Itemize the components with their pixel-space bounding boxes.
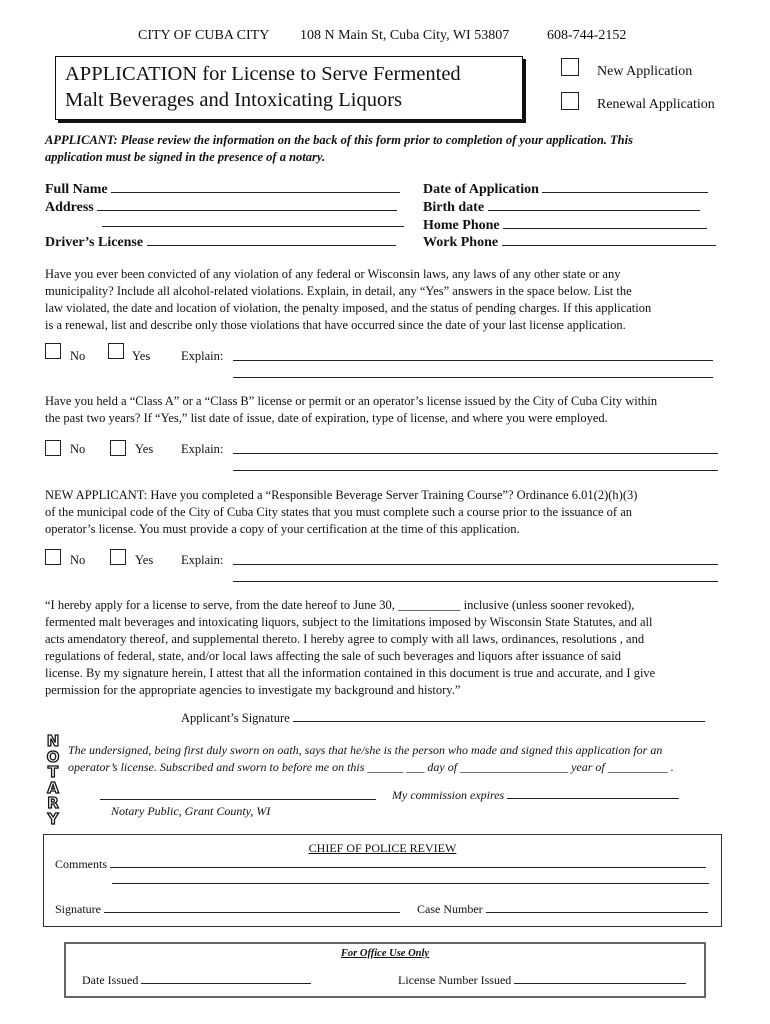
- applicant-signature-label: Applicant’s Signature: [181, 711, 290, 725]
- office-use-box: [64, 942, 706, 998]
- police-comments-input[interactable]: [110, 866, 706, 868]
- renewal-application-checkbox[interactable]: [561, 92, 579, 110]
- notary-statement-line-2: operator’s license. Subscribed and sworn to before me on this ______ ___ day of __________________ year of __________ .: [68, 760, 674, 774]
- full-name-input[interactable]: [111, 191, 400, 193]
- case-number-input[interactable]: [486, 911, 708, 913]
- declaration-line: license. By my signature herein, I attest that all the information contained in this document is true and accurate, and I give: [45, 666, 656, 680]
- home-phone-input[interactable]: [503, 227, 707, 229]
- date-issued-field: [82, 973, 311, 988]
- police-review-box: [43, 834, 722, 927]
- drivers-license-label: Driver’s License: [45, 235, 144, 250]
- question-1-no-label: No: [70, 349, 86, 363]
- notary-letter: Y: [47, 809, 59, 828]
- date-of-application-field: [423, 182, 708, 198]
- address-field: [45, 200, 397, 216]
- birth-date-label: Birth date: [423, 200, 485, 215]
- question-3-explain-line-1[interactable]: [233, 564, 718, 565]
- header-phone: 608-744-2152: [547, 28, 627, 43]
- question-2-line: Have you held a “Class A” or a “Class B” license or permit or an operator’s license issued by the City of Cuba City within: [45, 394, 658, 408]
- work-phone-input[interactable]: [502, 244, 716, 246]
- date-issued-label: Date Issued: [82, 973, 139, 987]
- notary-letter: N: [46, 732, 60, 750]
- full-name-label: Full Name: [45, 182, 108, 197]
- question-3-explain-line-2[interactable]: [233, 581, 718, 582]
- address-input-line-2[interactable]: [102, 226, 404, 227]
- notary-letter: R: [47, 794, 59, 812]
- question-1-line: municipality? Include all alcohol-related violations. Explain, in detail, any “Yes” answers in the space below. List the: [45, 284, 632, 298]
- header-city: CITY OF CUBA CITY: [138, 28, 270, 43]
- commission-expires-label: My commission expires: [392, 788, 505, 802]
- birth-date-input[interactable]: [488, 209, 700, 211]
- question-1-line: Have you ever been convicted of any violation of any federal or Wisconsin laws, any laws of any other state or any: [45, 267, 621, 281]
- work-phone-field: [423, 235, 716, 251]
- question-3-yes-checkbox[interactable]: [110, 549, 126, 565]
- question-3-no-label: No: [70, 553, 86, 567]
- address-label: Address: [45, 200, 94, 215]
- question-2-line: the past two years? If “Yes,” list date of issue, date of expiration, type of license, and where you were employed.: [45, 411, 608, 425]
- declaration-text: [45, 597, 655, 699]
- notary-letter: T: [47, 763, 59, 781]
- drivers-license-input[interactable]: [147, 244, 396, 246]
- question-1-text: [45, 266, 651, 334]
- date-issued-input[interactable]: [141, 982, 311, 984]
- license-number-label: License Number Issued: [398, 973, 512, 987]
- new-application-checkbox[interactable]: [561, 58, 579, 76]
- applicant-signature-input[interactable]: [293, 720, 705, 722]
- notary-public-label: Notary Public, Grant County, WI: [111, 804, 271, 818]
- full-name-field: [45, 182, 400, 198]
- question-2-explain-line-2[interactable]: [233, 470, 718, 471]
- header-address: 108 N Main St, Cuba City, WI 53807: [300, 28, 510, 43]
- title-box: [55, 56, 523, 120]
- question-1-yes-checkbox[interactable]: [108, 343, 124, 359]
- address-input[interactable]: [97, 209, 397, 211]
- police-comments-field: [55, 857, 706, 872]
- office-use-title: [66, 948, 704, 959]
- license-number-field: [398, 973, 686, 988]
- notary-vertical-label: [42, 734, 64, 827]
- question-1-line: law violated, the date and location of violation, the penalty imposed, and the status of pending charges. If this application: [45, 301, 652, 315]
- title-line-1: APPLICATION for License to Serve Fermented: [65, 63, 461, 85]
- question-3-explain-label: Explain:: [181, 553, 224, 567]
- question-1-explain-line-2[interactable]: [233, 377, 713, 378]
- office-use-title-text: For Office Use Only: [340, 948, 430, 959]
- police-comments-label: Comments: [55, 857, 108, 871]
- applicant-note-line-1: APPLICANT: Please review the information on the back of this form prior to completion of your application. This: [45, 133, 633, 147]
- police-signature-field: [55, 902, 400, 917]
- case-number-field: [417, 902, 708, 917]
- question-1-explain-label: Explain:: [181, 349, 224, 363]
- commission-expires-field: [392, 788, 679, 803]
- home-phone-label: Home Phone: [423, 218, 500, 233]
- police-review-title: [44, 841, 721, 856]
- case-number-label: Case Number: [417, 902, 483, 916]
- question-3-line: operator’s license. You must provide a copy of your certification at the time of this application.: [45, 522, 520, 536]
- police-signature-input[interactable]: [104, 911, 400, 913]
- question-3-line: NEW APPLICANT: Have you completed a “Responsible Beverage Server Training Course”? Ordinance 6.01(2)(h)(3): [45, 488, 638, 502]
- license-number-input[interactable]: [514, 982, 686, 984]
- date-of-application-input[interactable]: [542, 191, 708, 193]
- police-review-title-text: CHIEF OF POLICE REVIEW: [308, 841, 457, 855]
- question-3-line: of the municipal code of the City of Cuba City states that you must complete such a course prior to the issuance of an: [45, 505, 633, 519]
- new-application-label: New Application: [597, 64, 693, 79]
- commission-expires-input[interactable]: [507, 797, 679, 799]
- question-3-yes-label: Yes: [135, 553, 154, 567]
- notary-statement-line-1: The undersigned, being first duly sworn on oath, says that he/she is the person who made and signed this application for an: [68, 743, 663, 757]
- question-1-yes-label: Yes: [132, 349, 151, 363]
- declaration-line: regulations of federal, state, and/or local laws affecting the sale of such beverages and liquors after issuance of said: [45, 649, 621, 663]
- renewal-application-label: Renewal Application: [597, 97, 715, 112]
- question-2-explain-line-1[interactable]: [233, 453, 718, 454]
- police-signature-label: Signature: [55, 902, 101, 916]
- work-phone-label: Work Phone: [423, 235, 499, 250]
- question-3-no-checkbox[interactable]: [45, 549, 61, 565]
- declaration-line: permission for the appropriate agencies to investigate my background and history.”: [45, 683, 461, 697]
- question-2-no-label: No: [70, 442, 86, 456]
- declaration-line: “I hereby apply for a license to serve, from the date hereof to June 30, __________ inclusive (unless sooner revoked),: [45, 598, 635, 612]
- notary-letter: A: [47, 778, 59, 797]
- question-3-text: [45, 487, 637, 538]
- birth-date-field: [423, 200, 700, 216]
- police-comments-input-line-2[interactable]: [112, 883, 709, 884]
- question-2-text: [45, 393, 657, 427]
- applicant-note-line-2: application must be signed in the presence of a notary.: [45, 150, 326, 164]
- question-2-no-checkbox[interactable]: [45, 440, 61, 456]
- date-of-application-label: Date of Application: [423, 182, 539, 197]
- title-line-2: Malt Beverages and Intoxicating Liquors: [65, 89, 403, 111]
- question-1-no-checkbox[interactable]: [45, 343, 61, 359]
- notary-letter: O: [46, 747, 60, 766]
- question-1-explain-line-1[interactable]: [233, 360, 713, 361]
- home-phone-field: [423, 218, 707, 234]
- notary-signature-input[interactable]: [100, 799, 376, 800]
- question-1-line: is a renewal, list and describe only those violations that have occurred since the date of your last license application.: [45, 318, 626, 332]
- question-2-explain-label: Explain:: [181, 442, 224, 456]
- question-2-yes-checkbox[interactable]: [110, 440, 126, 456]
- declaration-line: fermented malt beverages and intoxicating liquors, subject to the limitations imposed by Wisconsin State Statutes, and all: [45, 615, 653, 629]
- drivers-license-field: [45, 235, 396, 251]
- question-2-yes-label: Yes: [135, 442, 154, 456]
- applicant-signature-field: [181, 711, 705, 726]
- declaration-line: acts amendatory thereof, and supplemental thereto. I hereby agree to comply with all laws, ordinances, resolutions , and: [45, 632, 645, 646]
